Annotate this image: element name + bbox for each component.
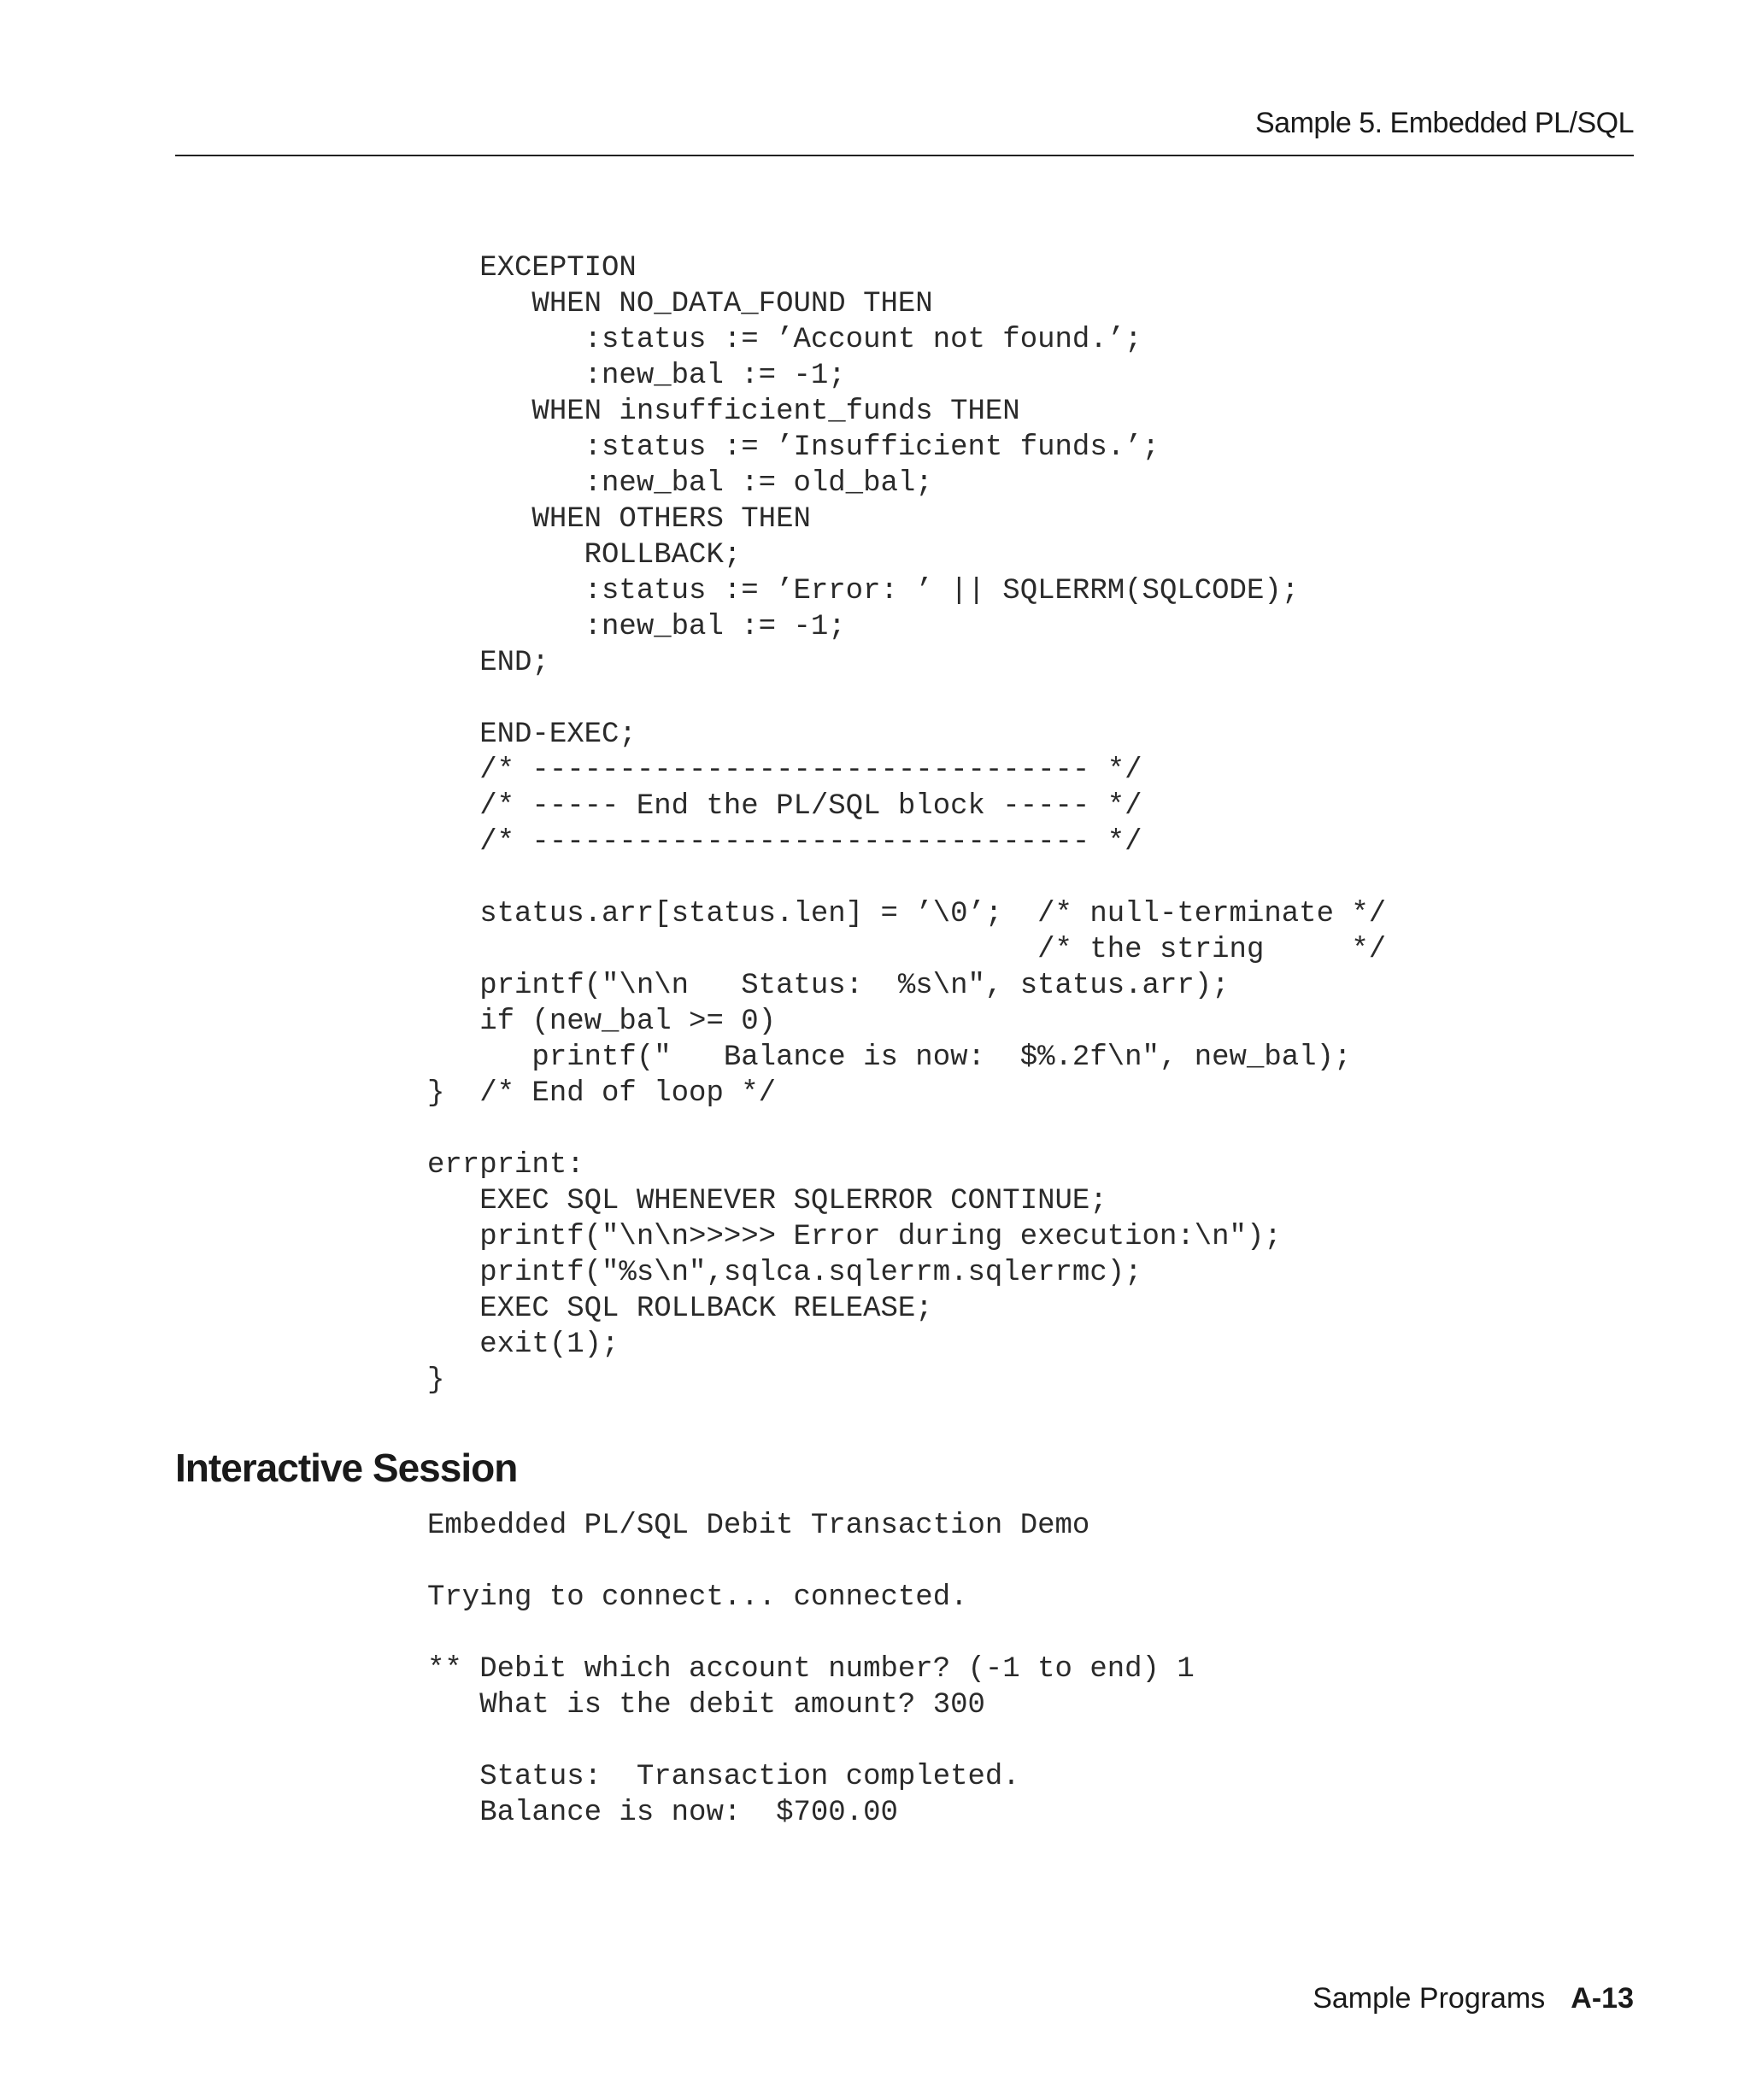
running-footer (1312, 1980, 1634, 2016)
running-header: Sample 5. Embedded PL/SQL (1255, 107, 1634, 139)
code-listing: EXCEPTION WHEN NO_DATA_FOUND THEN :status := ’Account not found.’; :new_bal := -1; WHEN insufficient_funds THEN :status := ’Insufficient funds.’; :new_bal := old_bal; WHEN OTHERS THEN ROLLBACK; :status := ’Error: ’ || SQLERRM(SQLCODE); :new_bal := -1; END; END-EXEC; /* -------------------------------- */ /* ----- End the PL/SQL block ----- */ /* -------------------------------- */ status.arr[status.len] = ’\0’; /* null-terminate */ /* the string */ printf("\n\n Status: %s\n", status.arr); if (new_bal >= 0) printf(" Balance is now: $%.2f\n", new_bal); } /* End of loop */ errprint: EXEC SQL WHENEVER SQLERROR CONTINUE; printf("\n\n>>>>> Error during execution:\n"); printf("%s\n",sqlca.sqlerrm.sqlerrmc); EXEC SQL ROLLBACK RELEASE; exit(1); } (427, 252, 1387, 1397)
footer-section-name: Sample Programs (1312, 1982, 1546, 2015)
header-rule (175, 155, 1634, 156)
session-listing: Embedded PL/SQL Debit Transaction Demo Trying to connect... connected. ** Debit which account number? (-1 to end) 1 What is the debit amount? 300 Status: Transaction completed. Balance is now: $700.00 (427, 1510, 1195, 1829)
footer-page-number: A-13 (1571, 1982, 1634, 2015)
section-heading: Interactive Session (175, 1446, 518, 1490)
